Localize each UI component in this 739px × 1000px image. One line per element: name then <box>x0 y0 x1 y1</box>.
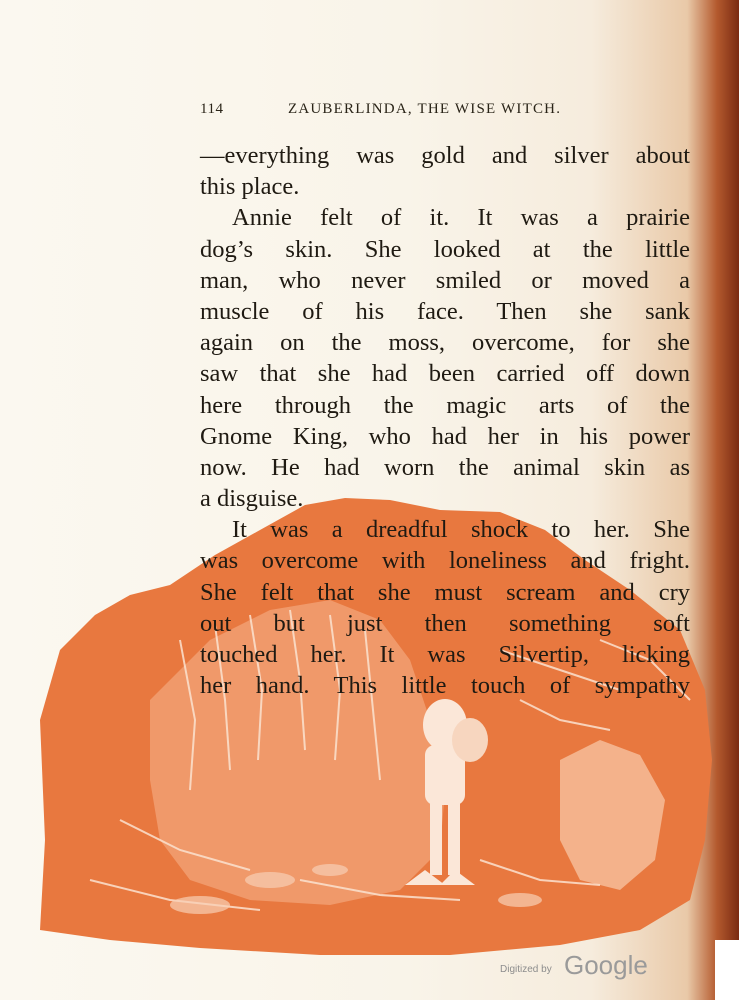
digitized-watermark <box>500 950 660 984</box>
text-line: here through the magic arts of the <box>200 391 690 419</box>
text-line: —everything was gold and silver about <box>200 142 690 169</box>
text-line: her hand. This little touch of sympathy <box>200 672 690 700</box>
running-title: ZAUBERLINDA, THE WISE WITCH. <box>288 101 562 117</box>
text-line: was overcome with loneliness and fright. <box>200 547 690 575</box>
page-number: 114 <box>200 101 224 117</box>
digitized-label: Digitized by <box>500 964 552 975</box>
text-line: touched her. It was Silvertip, licking <box>200 641 690 668</box>
text-line: again on the moss, overcome, for she <box>200 329 690 357</box>
running-header <box>200 101 690 123</box>
text-line: now. He had worn the animal skin as <box>200 453 690 481</box>
text-line: saw that she had been carried off down <box>200 360 690 388</box>
google-logo: Google <box>564 950 648 980</box>
text-line: a disguise. <box>200 485 304 513</box>
body-text <box>200 140 690 701</box>
text-line: She felt that she must scream and cry <box>200 578 690 606</box>
text-line: It was a dreadful shock to her. She <box>232 516 690 544</box>
text-line: out but just then something soft <box>200 609 690 637</box>
text-line: man, who never smiled or moved a <box>200 266 690 294</box>
text-line: Annie felt of it. It was a prairie <box>232 204 690 232</box>
text-line: muscle of his face. Then she sank <box>200 297 690 325</box>
scan-margin <box>715 940 739 1000</box>
text-line: dog’s skin. She looked at the little <box>200 235 690 263</box>
text-line: Gnome King, who had her in his power <box>200 422 690 450</box>
text-line: this place. <box>200 173 300 201</box>
